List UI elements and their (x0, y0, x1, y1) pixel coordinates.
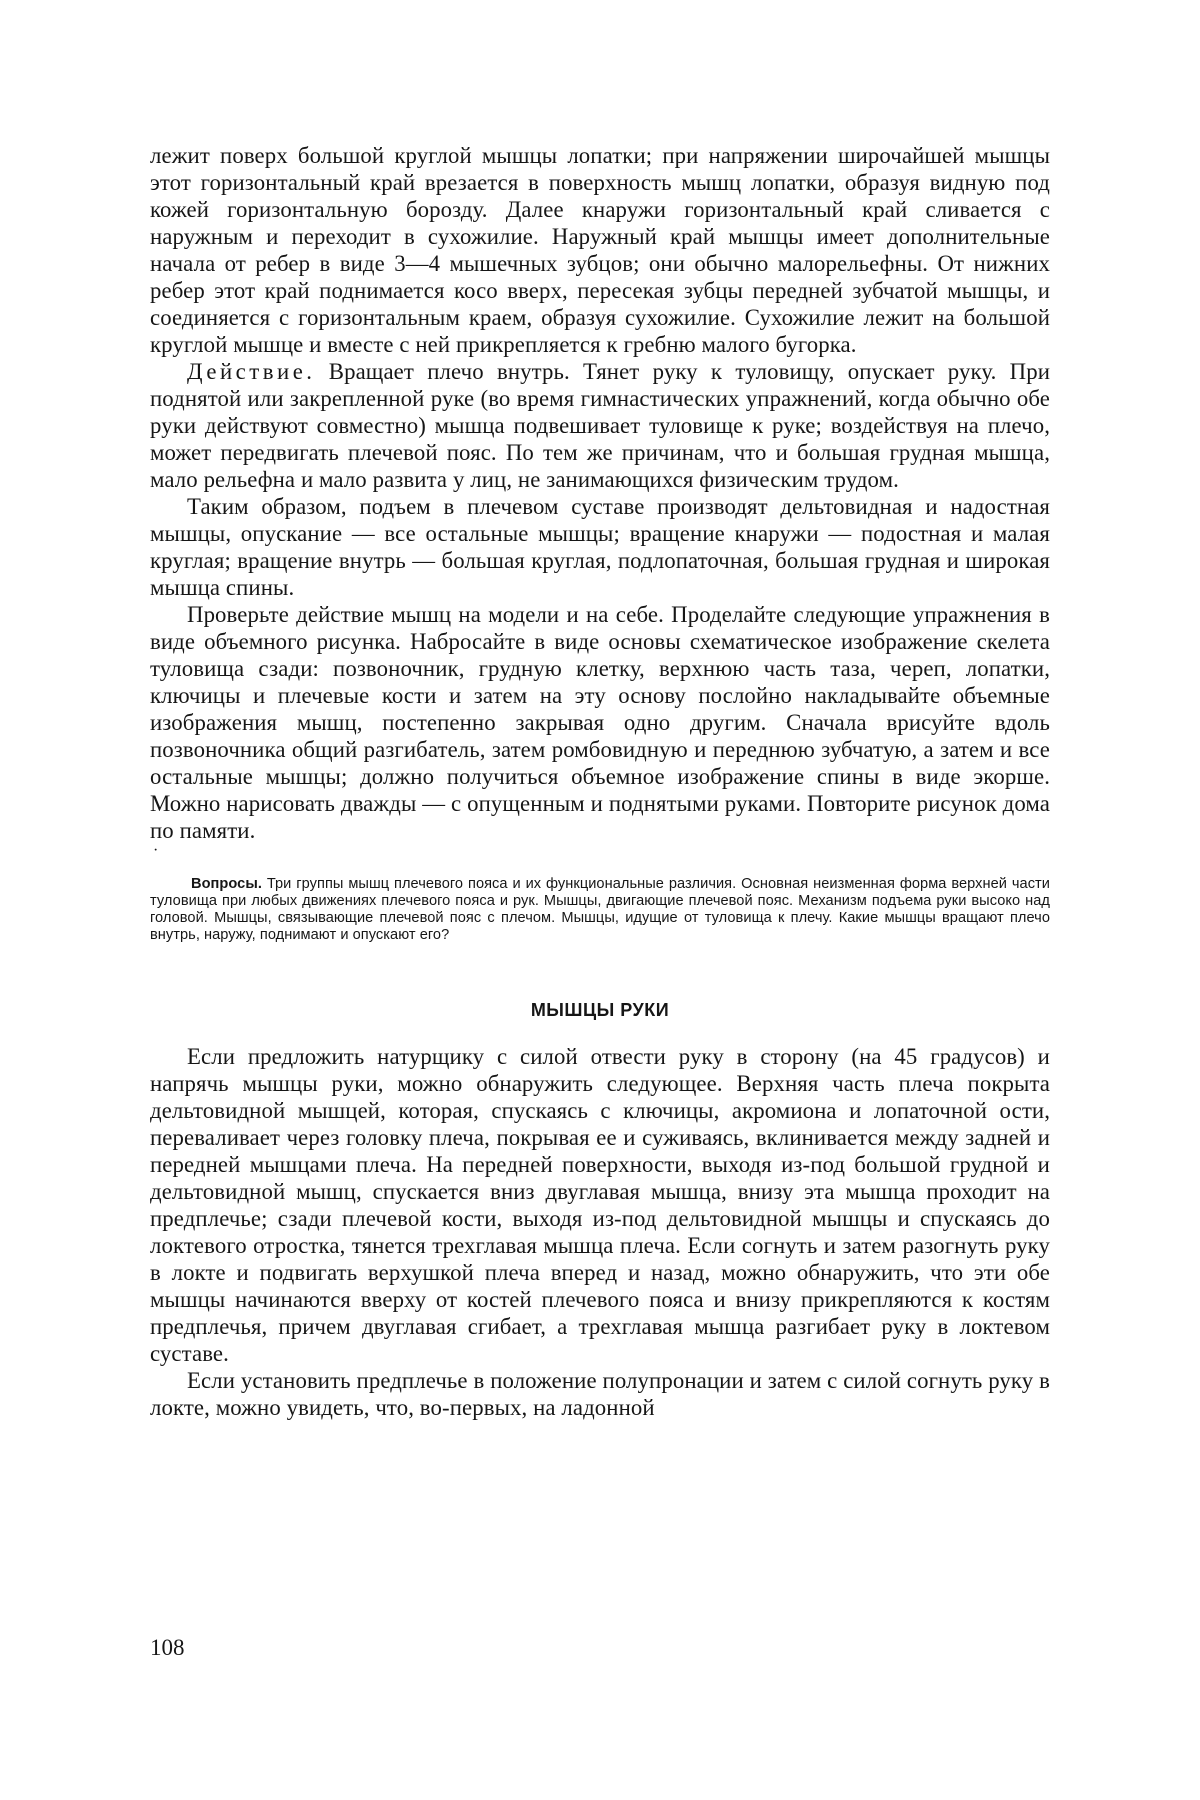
paragraph-latissimus-edge: лежит поверх большой круглой мышцы лопатки; при напряжении широчайшей мышцы этот горизонтальный край врезается в поверхность мышц лопатки, образуя видную под кожей горизонтальную борозду. Далее кнаружи горизонтальный край сливается с наружным и переходит в сухожилие. Наружный край мышцы имеет дополнительные начала от ребер в виде 3—4 мышечных зубцов; они обычно малорельефны. От нижних ребер этот край поднимается косо вверх, пересекая зубцы передней зубчатой мышцы, и соединяется с горизонтальным краем, образуя сухожилие. Сухожилие лежит на большой круглой мышце и вместе с ней прикрепляется к гребню малого бугорка. (150, 143, 1050, 357)
questions-text: Три группы мышц плечевого пояса и их функциональные различия. Основная неизменная форма верхней части туловища при любых движениях плечевого пояса и рук. Мышцы, двигающие плечевой пояс. Механизм подъема руки высоко над головой. Мышцы, связывающие плечевой пояс с плечом. Мышцы, идущие от туловища к плечу. Какие мышцы вращают плечо внутрь, наружу, поднимают и опускают его? (150, 876, 1050, 943)
paragraph-summary: Таким образом, подъем в плечевом суставе производят дельтовидная и надостная мышцы, опускание — все остальные мышцы; вращение кнаружи — подостная и малая круглая; вращение внутрь — большая круглая, подлопаточная, большая грудная и широкая мышца спины. (150, 494, 1050, 600)
questions-block (150, 876, 1050, 944)
action-text: Вращает плечо внутрь. Тянет руку к туловищу, опускает руку. При поднятой или закрепленной руке (во время гимнастических упражнений, когда обычно обе руки действуют совместно) мышца подвешивает туловище к руке; воздействуя на плечо, может передвигать плечевой пояс. По тем же причинам, что и большая грудная мышца, мало рельефна и мало развита у лиц, не занимающихся физическим трудом. (150, 359, 1050, 492)
stray-mark: · (153, 842, 159, 859)
paragraph-action (150, 358, 1050, 493)
section-title: МЫШЦЫ РУКИ (530, 1000, 670, 1020)
paragraph-forearm: Если установить предплечье в положение полупронации и затем с силой согнуть руку в локте, можно увидеть, что, во-первых, на ладонной (150, 1368, 1050, 1420)
page-number: 108 (150, 1635, 185, 1660)
questions-label: Вопросы. (191, 876, 262, 892)
paragraph-arm-muscles: Если предложить натурщику с силой отвести руку в сторону (на 45 градусов) и напрячь мышцы руки, можно обнаружить следующее. Верхняя часть плеча покрыта дельтовидной мышцей, которая, спускаясь с ключицы, акромиона и лопаточной ости, переваливает через головку плеча, покрывая ее и суживаясь, вклинивается между задней и передней мышцами плеча. На передней поверхности, выходя из-под большой грудной и дельтовидной мышц, спускается вниз двуглавая мышца, внизу эта мышца проходит на предплечье; сзади плечевой кости, выходя из-под дельтовидной мышцы и спускаясь до локтевого отростка, тянется трехглавая мышца плеча. Если согнуть и затем разогнуть руку в локте и подвигать верхушкой плеча вперед и назад, можно обнаружить, что эти обе мышцы начинаются вверху от костей плечевого пояса и внизу прикрепляются к костям предплечья, причем двуглавая сгибает, а трехглавая мышца разгибает руку в локтевом суставе. (150, 1044, 1050, 1366)
action-term: Действие. (187, 359, 316, 384)
book-page (150, 142, 1050, 1762)
paragraph-exercise: Проверьте действие мышц на модели и на себе. Проделайте следующие упражнения в виде объемного рисунка. Набросайте в виде основы схематическое изображение скелета туловища сзади: позвоночник, грудную клетку, верхнюю часть таза, череп, лопатки, ключицы и плечевые кости и затем на эту основу послойно накладывайте объемные изображения мышц, постепенно закрывая одно другим. Сначала врисуйте вдоль позвоночника общий разгибатель, затем ромбовидную и переднюю зубчатую, а затем и все остальные мышцы; должно получиться объемное изображение спины в виде экорше. Можно нарисовать дважды — с опущенным и поднятыми руками. Повторите рисунок дома по памяти. (150, 602, 1050, 843)
